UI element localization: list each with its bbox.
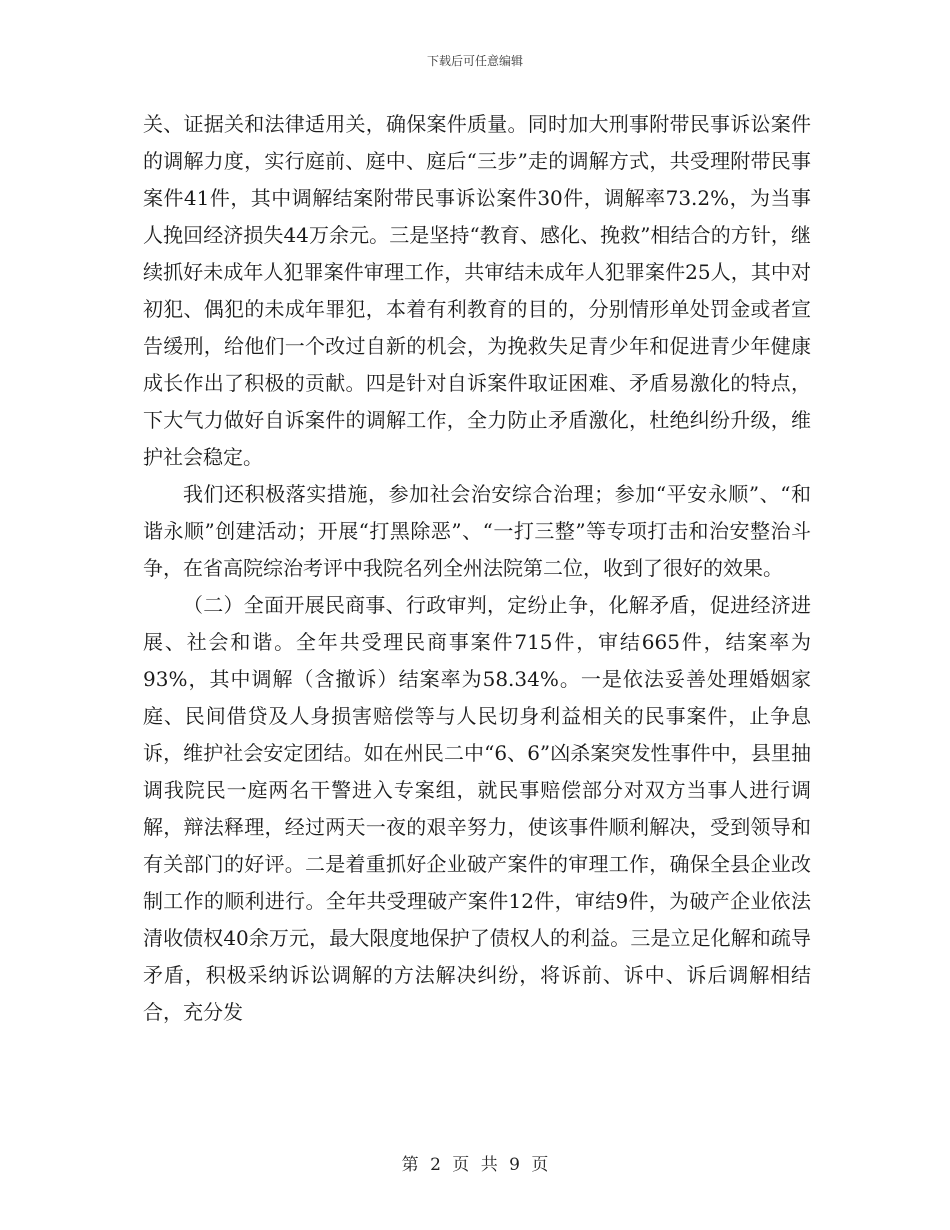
document-body bbox=[143, 106, 811, 1031]
paragraph-criminal-trial: 关、证据关和法律适用关，确保案件质量。同时加大刑事附带民事诉讼案件的调解力度，实行庭前、庭中、庭后“三步”走的调解方式，共受理附带民事案件41件，其中调解结案附带民事诉讼案件30件，调解率73.2%，为当事人挽回经济损失44万余元。三是坚持“教育、感化、挽救”相结合的方针，继续抓好未成年人犯罪案件审理工作，共审结未成年人犯罪案件25人，其中对初犯、偶犯的未成年罪犯，本着有利教育的目的，分别情形单处罚金或者宣告缓刑，给他们一个改过自新的机会，为挽救失足青少年和促进青少年健康成长作出了积极的贡献。四是针对自诉案件取证困难、矛盾易激化的特点，下大气力做好自诉案件的调解工作，全力防止矛盾激化，杜绝纠纷升级，维护社会稳定。 bbox=[143, 112, 811, 469]
paragraph-public-security: 我们还积极落实措施，参加社会治安综合治理；参加“平安永顺”、“和谐永顺”创建活动；开展“打黑除恶”、“一打三整”等专项打击和治安整治斗争，在省高院综治考评中我院名列全州法院第二位，收到了很好的效果。 bbox=[143, 482, 811, 580]
page-number: 第 2 页 共 9 页 bbox=[401, 1155, 549, 1175]
page-header: 下载后可任意编辑 bbox=[426, 54, 523, 68]
paragraph-civil-commercial: （二）全面开展民商事、行政审判，定纷止争，化解矛盾，促进经济进展、社会和谐。全年共受理民商事案件715件，审结665件，结案率为93%，其中调解（含撤诉）结案率为58.34%。一是依法妥善处理婚姻家庭、民间借贷及人身损害赔偿等与人民切身利益相关的民事案件，止争息诉，维护社会安定团结。如在州民二中“6、6”凶杀案突发性事件中，县里抽调我院民一庭两名干警进入专案组，就民事赔偿部分对双方当事人进行调解，辩法释理，经过两天一夜的艰辛努力，使该事件顺利解决，受到领导和有关部门的好评。二是着重抓好企业破产案件的审理工作，确保全县企业改制工作的顺利进行。全年共受理破产案件12件，审结9件，为破产企业依法清收债权40余万元，最大限度地保护了债权人的利益。三是立足化解和疏导矛盾，积极采纳诉讼调解的方法解决纠纷，将诉前、诉中、诉后调解相结合，充分发 bbox=[143, 593, 811, 1024]
